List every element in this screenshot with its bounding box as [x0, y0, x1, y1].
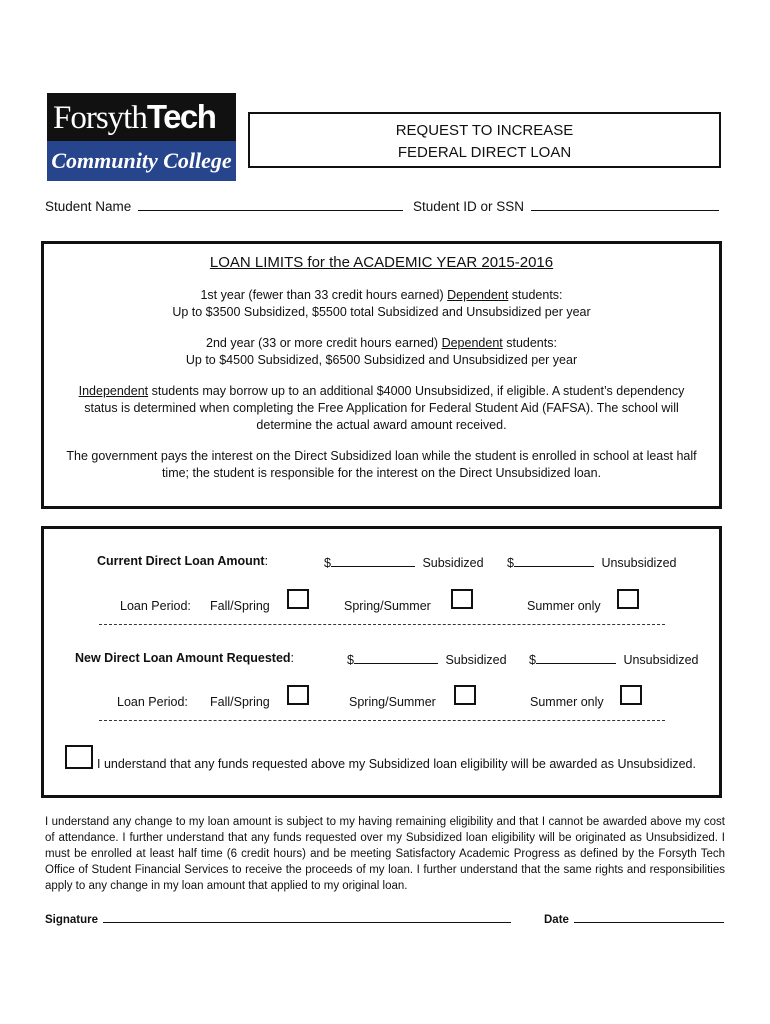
second-year-students: students:	[502, 336, 557, 350]
new-subsidized-dollar: $	[347, 653, 354, 667]
new-subsidized-input[interactable]	[354, 651, 438, 664]
new-subsidized-field-wrap	[347, 651, 507, 667]
current-fall-spring-label: Fall/Spring	[210, 599, 270, 613]
interest-paragraph: The government pays the interest on the Direct Subsidized loan while the student is enrolled in school at least half time; the student is responsible for the interest on the Direct Unsubsidized loan.	[66, 449, 697, 480]
current-subsidized-label: Subsidized	[422, 556, 484, 570]
first-year-amounts: Up to $3500 Subsidized, $5500 total Subsidized and Unsubsidized per year	[172, 305, 591, 319]
second-year-amounts: Up to $4500 Subsidized, $6500 Subsidized and Unsubsidized per year	[185, 353, 578, 367]
section-divider	[99, 624, 665, 625]
agreement-paragraph: I understand any change to my loan amount is subject to my having remaining eligibility and that I cannot be awarded above my cost of attendance. I further understand that any funds requested over my Subsidized loan eligibility will be originated as Unsubsidized. I must be enrolled at least half time (6 credit hours) and be meeting Satisfactory Academic Progress as defined by the Forsyth Tech Office of Student Financial Services to receive the proceeds of my loan. I further understand that the same rights and responsibilities apply to any change in my loan amount that applied to my original loan.	[45, 816, 725, 892]
current-loan-colon: :	[264, 554, 269, 568]
second-year-text: 2nd year (33 or more credit hours earned)	[206, 336, 442, 350]
current-unsubsidized-field-wrap	[507, 554, 676, 570]
current-summer-only-label: Summer only	[527, 599, 601, 613]
date-field[interactable]	[574, 910, 724, 923]
current-loan-label: Current Direct Loan Amount	[97, 554, 265, 568]
date-label: Date	[544, 914, 569, 926]
current-fall-spring-checkbox[interactable]	[287, 589, 309, 609]
current-subsidized-field-wrap	[324, 554, 484, 570]
independent-text: students may borrow up to an additional $4000 Unsubsidized, if eligible. A student’s dependency status is determined when completing the Free Application for Federal Student Aid (FAFSA). The school will determine the actual award amount received.	[84, 384, 685, 432]
new-unsubsidized-input[interactable]	[536, 651, 616, 664]
signature-field[interactable]	[103, 910, 511, 923]
student-name-row	[45, 198, 403, 214]
form-title-line2: FEDERAL DIRECT LOAN	[397, 144, 572, 161]
new-loan-period-label: Loan Period:	[117, 695, 188, 709]
first-year-students: students:	[508, 288, 563, 302]
new-loan-label: New Direct Loan Amount Requested	[75, 651, 291, 665]
current-unsubsidized-label: Unsubsidized	[601, 556, 677, 570]
new-spring-summer-label: Spring/Summer	[349, 695, 436, 709]
current-subsidized-input[interactable]	[331, 554, 415, 567]
new-loan-label-wrap	[75, 651, 294, 665]
new-unsubsidized-field-wrap	[529, 651, 698, 667]
new-unsubsidized-label: Unsubsidized	[623, 653, 699, 667]
new-unsubsidized-dollar: $	[529, 653, 536, 667]
understand-unsubsidized-text: I understand that any funds requested above my Subsidized loan eligibility will be awarded as Unsubsidized.	[97, 757, 696, 771]
current-summer-only-checkbox[interactable]	[617, 589, 639, 609]
current-spring-summer-label: Spring/Summer	[344, 599, 431, 613]
signature-label: Signature	[45, 914, 99, 926]
first-year-dependent: Dependent	[447, 288, 509, 302]
new-subsidized-label: Subsidized	[445, 653, 507, 667]
current-unsubsidized-dollar: $	[507, 556, 514, 570]
current-loan-period-label: Loan Period:	[120, 599, 191, 613]
logo-forsyth-text: Forsyth	[53, 100, 147, 136]
understand-unsubsidized-checkbox[interactable]	[65, 745, 93, 769]
form-title-box	[248, 112, 721, 168]
current-spring-summer-checkbox[interactable]	[451, 589, 473, 609]
current-loan-label-wrap	[97, 554, 268, 568]
new-fall-spring-checkbox[interactable]	[287, 685, 309, 705]
logo-wordmark	[47, 93, 236, 141]
section-divider	[99, 720, 665, 721]
new-summer-only-label: Summer only	[530, 695, 604, 709]
independent-paragraph	[44, 383, 719, 434]
form-title-line1: REQUEST TO INCREASE	[395, 122, 574, 139]
first-year-text: 1st year (fewer than 33 credit hours earned)	[200, 288, 448, 302]
loan-limits-heading: LOAN LIMITS for the ACADEMIC YEAR 2015-2016	[209, 254, 554, 271]
loan-request-box	[41, 526, 722, 798]
student-id-label: Student ID or SSN	[413, 199, 525, 214]
current-unsubsidized-input[interactable]	[514, 554, 594, 567]
signature-row	[45, 910, 511, 926]
independent-word: Independent	[78, 384, 149, 398]
college-logo	[47, 93, 236, 181]
new-summer-only-checkbox[interactable]	[620, 685, 642, 705]
first-year-line	[44, 287, 719, 304]
student-id-row	[413, 198, 719, 214]
student-id-field[interactable]	[531, 198, 719, 211]
student-name-field[interactable]	[138, 198, 403, 211]
loan-limits-box	[41, 241, 722, 509]
second-year-line	[44, 335, 719, 352]
new-spring-summer-checkbox[interactable]	[454, 685, 476, 705]
student-name-label: Student Name	[45, 199, 132, 214]
new-loan-colon: :	[290, 651, 295, 665]
second-year-dependent: Dependent	[441, 336, 503, 350]
current-subsidized-dollar: $	[324, 556, 331, 570]
logo-tech-text: Tech	[146, 98, 216, 135]
new-fall-spring-label: Fall/Spring	[210, 695, 270, 709]
logo-subtitle: Community College	[47, 141, 236, 181]
date-row	[544, 910, 724, 926]
